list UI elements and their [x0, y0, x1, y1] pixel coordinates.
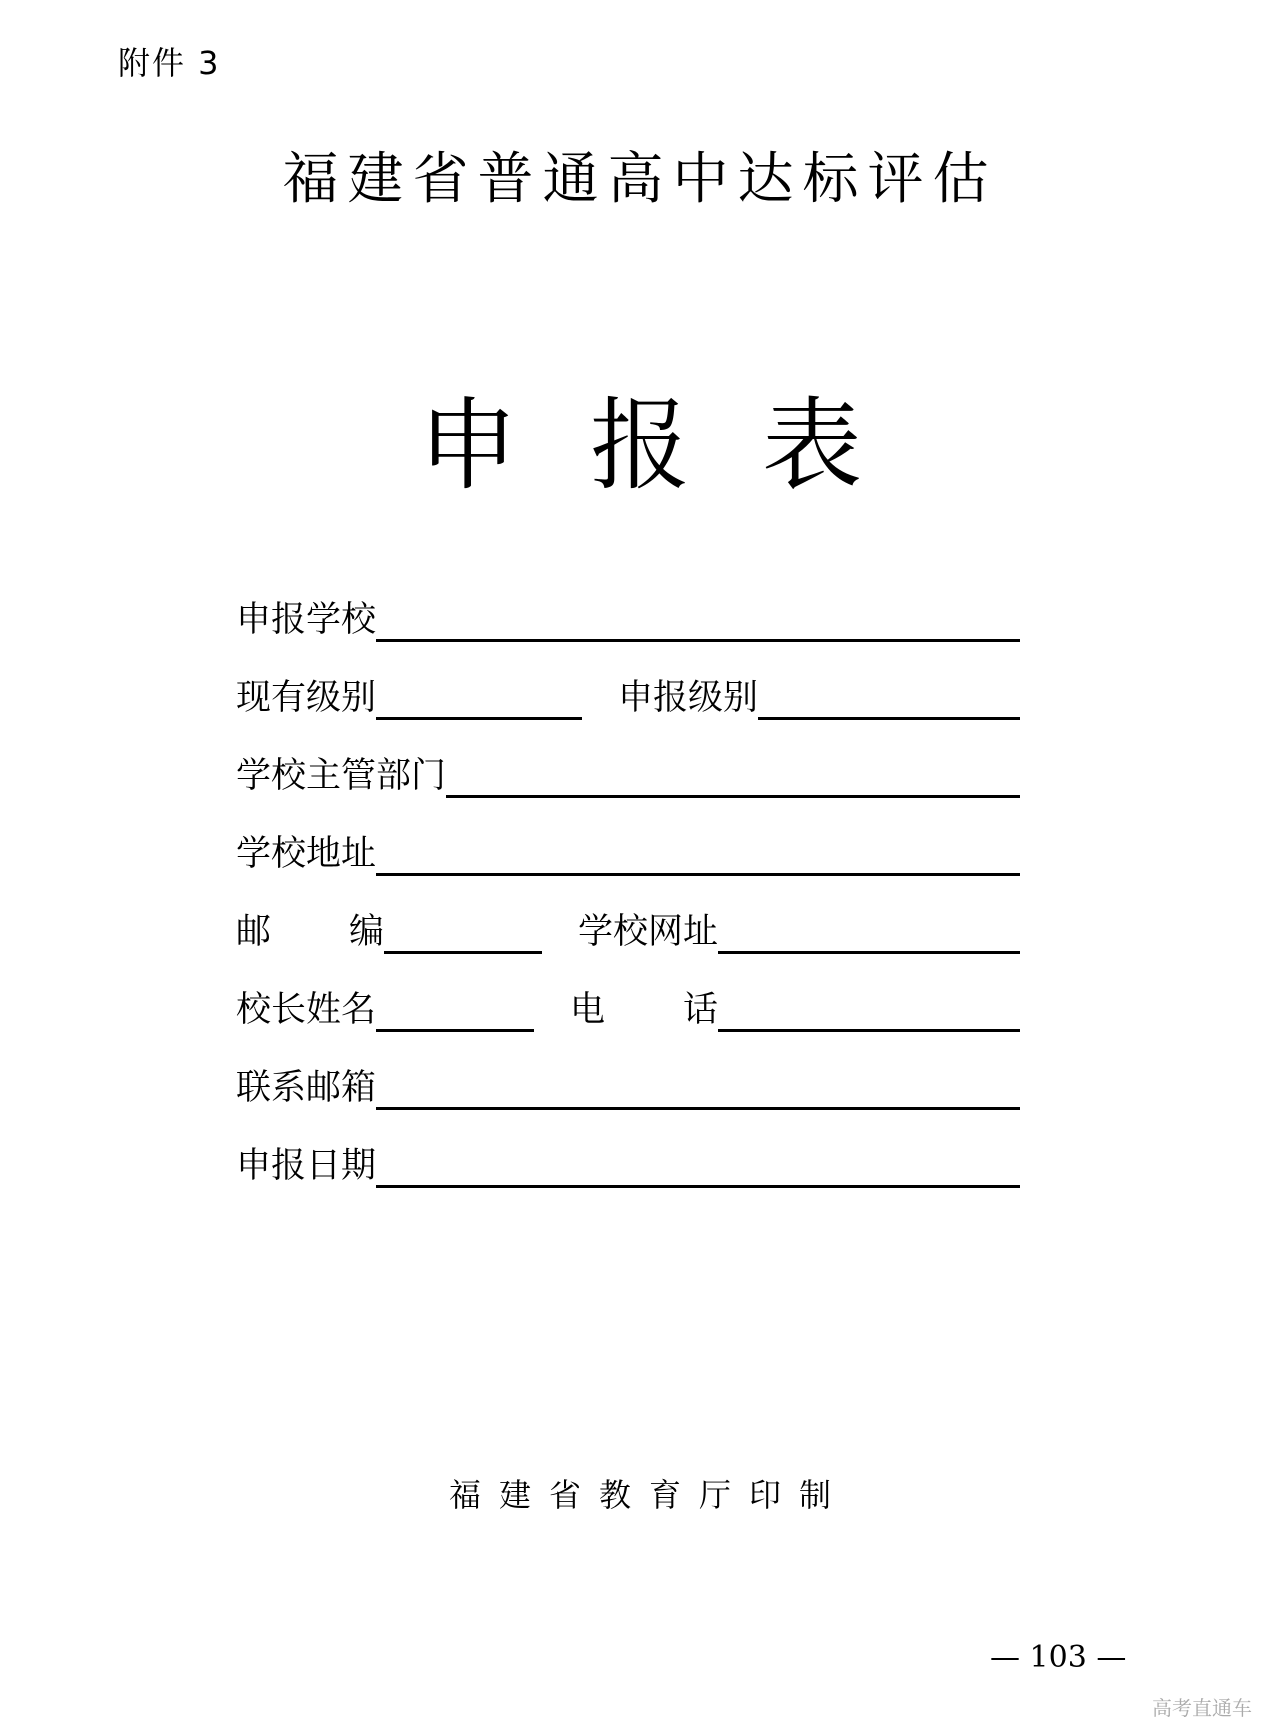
- watermark: 高考直通车: [1152, 1696, 1252, 1720]
- email-field[interactable]: [376, 1107, 1020, 1110]
- issuer-footer: 福建省教育厅印制: [448, 1476, 849, 1514]
- form-row-level: [236, 670, 1020, 720]
- address-label: 学校地址: [236, 834, 377, 874]
- document-title: 福建省普通高中达标评估: [282, 147, 998, 212]
- page-number: — 103 —: [990, 1640, 1127, 1675]
- postcode-label-b: 编: [348, 912, 384, 952]
- principal-field[interactable]: [376, 1029, 534, 1032]
- form-row-postcode: [236, 904, 1020, 954]
- authority-label: 学校主管部门: [236, 756, 447, 796]
- authority-field[interactable]: [446, 795, 1020, 798]
- form-row-address: [236, 826, 1020, 876]
- form-row-authority: [236, 748, 1020, 798]
- postcode-field[interactable]: [384, 951, 542, 954]
- applied-level-label: 申报级别: [618, 678, 759, 718]
- phone-label: [570, 990, 719, 1032]
- address-field[interactable]: [376, 873, 1020, 876]
- applied-level-field[interactable]: [758, 717, 1020, 720]
- school-label: 申报学校: [236, 600, 377, 640]
- form-row-email: [236, 1060, 1020, 1110]
- school-field[interactable]: [376, 639, 1020, 642]
- form-row-school: [236, 592, 1020, 642]
- form-row-principal: [236, 982, 1020, 1032]
- date-label: 申报日期: [236, 1146, 377, 1186]
- phone-field[interactable]: [718, 1029, 1020, 1032]
- postcode-label-a: 邮: [236, 912, 272, 952]
- principal-label: 校长姓名: [236, 990, 377, 1030]
- postcode-label: [236, 912, 384, 954]
- phone-label-b: 话: [683, 990, 719, 1030]
- phone-label-a: 电: [570, 990, 606, 1030]
- website-field[interactable]: [718, 951, 1020, 954]
- application-form: [236, 592, 1020, 1216]
- date-field[interactable]: [376, 1185, 1020, 1188]
- form-row-date: [236, 1138, 1020, 1188]
- current-level-label: 现有级别: [236, 678, 377, 718]
- website-label: 学校网址: [578, 912, 719, 952]
- current-level-field[interactable]: [376, 717, 582, 720]
- document-subtitle: 申报表: [418, 387, 934, 504]
- attachment-label: 附件 3: [118, 44, 221, 82]
- email-label: 联系邮箱: [236, 1068, 377, 1108]
